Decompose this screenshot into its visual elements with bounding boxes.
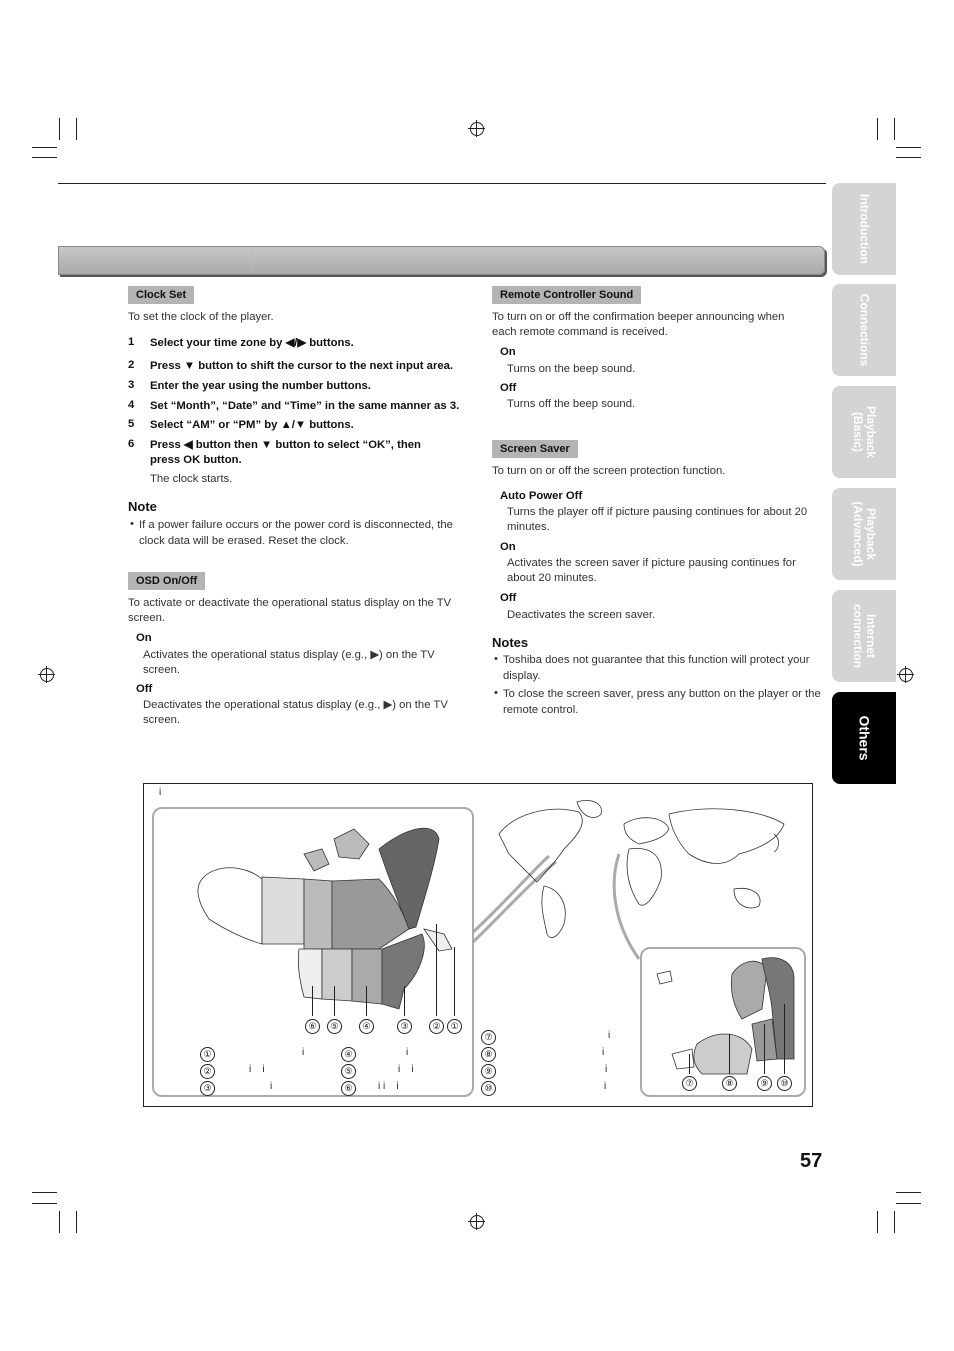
screen-saver-off-title: Off <box>500 592 517 604</box>
step-number: 4 <box>128 399 135 411</box>
step-number: 1 <box>128 336 135 348</box>
legend-number: ④ <box>341 1047 356 1062</box>
tab-connections[interactable]: Connections <box>832 284 896 376</box>
page-number: 57 <box>800 1150 823 1172</box>
crop-mark <box>76 118 77 140</box>
legend-number: ⑧ <box>481 1047 496 1062</box>
remote-sound-off-title: Off <box>500 382 517 394</box>
remote-sound-off-text: Turns off the beep sound. <box>507 398 636 410</box>
zone-number: ④ <box>359 1019 374 1034</box>
zone-number: ⑨ <box>757 1076 772 1091</box>
crop-mark <box>32 1192 57 1193</box>
notes-heading: Notes <box>492 635 529 650</box>
legend-number: ⑤ <box>341 1064 356 1079</box>
note-item: Toshiba does not guarantee that this function will protect your display. <box>503 654 810 682</box>
registration-mark-icon <box>470 122 484 136</box>
legend-number: ③ <box>200 1081 215 1096</box>
screen-saver-on-text: Activates the screen saver if picture pausing continues for about 20 minutes. <box>507 557 796 584</box>
screen-saver-label: Screen Saver <box>492 440 578 458</box>
bullet: • <box>130 518 134 530</box>
zone-number: ⑩ <box>777 1076 792 1091</box>
legend-glyph: i <box>605 1064 608 1075</box>
osd-on-text: Activates the operational status display (e.g., ▶) on the TV screen. <box>143 649 435 676</box>
screen-saver-intro: To turn on or off the screen protection function. <box>492 465 726 477</box>
step-number: 3 <box>128 379 135 391</box>
time-zone-map-figure <box>143 783 813 1107</box>
zone-number: ⑥ <box>305 1019 320 1034</box>
legend-glyph: i <box>302 1047 305 1058</box>
section-header-bar <box>58 246 825 275</box>
legend-number: ⑩ <box>481 1081 496 1096</box>
crop-mark <box>896 1203 921 1204</box>
remote-sound-label: Remote Controller Sound <box>492 286 641 304</box>
crop-mark <box>894 1211 895 1233</box>
osd-on-title: On <box>136 632 152 644</box>
legend-glyph: i i <box>249 1064 265 1075</box>
zone-number: ⑦ <box>682 1076 697 1091</box>
clock-set-label: Clock Set <box>128 286 194 304</box>
crop-mark <box>59 1211 60 1233</box>
tab-playback-advanced[interactable]: Playback (Advanced) <box>832 488 896 580</box>
legend-glyph: i <box>270 1081 273 1092</box>
map-corner-glyph: i <box>159 787 162 798</box>
legend-number: ② <box>200 1064 215 1079</box>
world-map <box>489 794 799 944</box>
tab-introduction[interactable]: Introduction <box>832 183 896 275</box>
step-text: Select “AM” or “PM” by ▲/▼ buttons. <box>150 419 354 431</box>
auto-power-off-text: Turns the player off if picture pausing continues for about 20 minutes. <box>507 506 808 533</box>
osd-label: OSD On/Off <box>128 572 205 590</box>
zone-number: ⑧ <box>722 1076 737 1091</box>
crop-mark <box>896 157 921 158</box>
remote-sound-on-title: On <box>500 346 516 358</box>
step-text: Press ◀ button then ▼ button to select “OK”, then press OK button. <box>150 439 421 466</box>
screen-saver-off-text: Deactivates the screen saver. <box>507 609 656 621</box>
note-item: To close the screen saver, press any button on the player or the remote control. <box>503 688 821 716</box>
registration-mark-icon <box>40 668 54 682</box>
top-rule <box>58 183 826 184</box>
crop-mark <box>896 1192 921 1193</box>
tab-internet-connection[interactable]: Internet connection <box>832 590 896 682</box>
zone-number: ⑤ <box>327 1019 342 1034</box>
remote-sound-intro: To turn on or off the confirmation beeper announcing when each remote command is received. <box>492 311 785 338</box>
legend-glyph: i i i <box>378 1081 399 1092</box>
legend-glyph: i <box>602 1047 605 1058</box>
crop-mark <box>32 157 57 158</box>
europe-map <box>642 949 804 1095</box>
crop-mark <box>894 118 895 140</box>
legend-glyph: i <box>608 1030 611 1041</box>
crop-mark <box>76 1211 77 1233</box>
legend-number: ⑥ <box>341 1081 356 1096</box>
osd-intro: To activate or deactivate the operational status display on the TV screen. <box>128 597 452 624</box>
step-text: Select your time zone by ◀/▶ buttons. <box>150 337 354 349</box>
legend-glyph: i <box>406 1047 409 1058</box>
zone-number: ③ <box>397 1019 412 1034</box>
crop-mark <box>32 147 57 148</box>
registration-mark-icon <box>899 668 913 682</box>
step-text: Enter the year using the number buttons. <box>150 380 371 392</box>
legend-number: ① <box>200 1047 215 1062</box>
crop-mark <box>877 118 878 140</box>
step-number: 6 <box>128 438 135 450</box>
legend-glyph: i <box>604 1081 607 1092</box>
europe-inset <box>640 947 806 1097</box>
step-text: Press ▼ button to shift the cursor to the next input area. <box>150 360 454 372</box>
crop-mark <box>59 118 60 140</box>
clock-set-result: The clock starts. <box>150 473 233 485</box>
clock-set-intro: To set the clock of the player. <box>128 311 274 323</box>
note-heading: Note <box>128 499 157 514</box>
step-text: Set “Month”, “Date” and “Time” in the same manner as 3. <box>150 400 460 412</box>
remote-sound-on-text: Turns on the beep sound. <box>507 363 636 375</box>
legend-number: ⑦ <box>481 1030 496 1045</box>
auto-power-off-title: Auto Power Off <box>500 490 583 502</box>
tab-others[interactable]: Others <box>832 692 896 784</box>
note-text: If a power failure occurs or the power cord is disconnected, the clock data will be erased. Reset the clock. <box>139 519 453 547</box>
screen-saver-on-title: On <box>500 541 516 553</box>
legend-number: ⑨ <box>481 1064 496 1079</box>
zone-number: ① <box>447 1019 462 1034</box>
legend-glyph: i i <box>398 1064 414 1075</box>
tab-playback-basic[interactable]: Playback (Basic) <box>832 386 896 478</box>
bullet: • <box>494 653 498 665</box>
zone-number: ② <box>429 1019 444 1034</box>
crop-mark <box>877 1211 878 1233</box>
crop-mark <box>32 1203 57 1204</box>
bullet: • <box>494 687 498 699</box>
crop-mark <box>896 147 921 148</box>
registration-mark-icon <box>470 1215 484 1229</box>
step-number: 2 <box>128 359 135 371</box>
step-number: 5 <box>128 418 135 430</box>
osd-off-title: Off <box>136 683 153 695</box>
osd-off-text: Deactivates the operational status display (e.g., ▶) on the TV screen. <box>143 699 448 726</box>
